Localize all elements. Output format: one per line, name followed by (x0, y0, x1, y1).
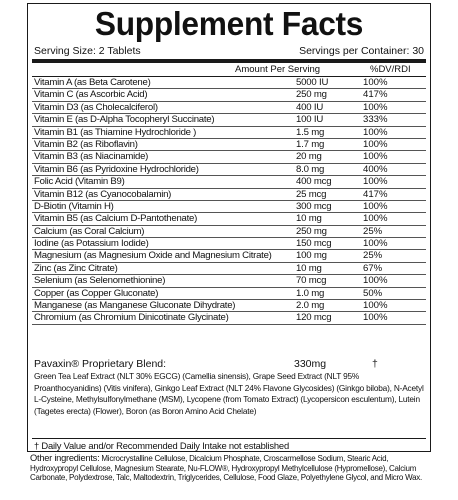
nutrient-row (32, 114, 426, 126)
nutrient-dv: 100% (363, 77, 388, 88)
nutrient-dv: 25% (363, 250, 383, 262)
nutrient-amount: 70 mcg (296, 275, 327, 287)
nutrient-name: Vitamin B12 (as Cyanocobalamin) (34, 188, 172, 200)
nutrient-row (32, 226, 426, 238)
nutrient-row (32, 300, 426, 312)
nutrient-amount: 300 mcg (296, 200, 332, 212)
nutrient-amount: 100 IU (296, 114, 324, 126)
daily-value-note: † Daily Value and/or Recommended Daily Intake not established (34, 440, 289, 451)
blend-name: Pavaxin® Proprietary Blend: (34, 358, 167, 370)
nutrient-dv: 400% (363, 163, 388, 175)
nutrient-name: Chromium (as Chromium Dinicotinate Glycinate) (34, 312, 229, 324)
nutrient-dv: 25% (363, 225, 383, 237)
nutrient-dv: 100% (363, 101, 388, 113)
nutrient-name: Copper (as Copper Gluconate) (34, 287, 159, 299)
nutrient-amount: 120 mcg (296, 312, 332, 324)
nutrient-row (32, 312, 426, 324)
nutrient-name: Manganese (as Manganese Gluconate Dihydrate) (34, 300, 236, 312)
other-ingredients (30, 454, 430, 483)
nutrient-name: Iodine (as Potassium Iodide) (34, 238, 149, 250)
nutrient-table (32, 77, 426, 325)
nutrient-row (32, 250, 426, 262)
nutrient-amount: 250 mg (296, 225, 327, 237)
nutrient-name: Vitamin D3 (as Cholecalciferol) (34, 101, 158, 113)
amount-header: Amount Per Serving (235, 64, 321, 75)
blend-ingredients: Green Tea Leaf Extract (NLT 30% EGCG) (Camellia sinensis), Grape Seed Extract (NLT 95% Proanthocyanidins) (Vitis vinifera), Ginkgo Leaf Extract (NLT 24% Flavone Glycosides) (Ginkgo biloba), N-Acetyl L-Cysteine, Methylsulfonylmethane (MSM), Lycopene (from Tomato Extract) (Lycopersicon esculentum), Lutein (Tagetes erecta) (Flower), Boron (as Boron Amino Acid Chelate) (34, 371, 424, 417)
nutrient-dv: 100% (363, 275, 388, 287)
nutrient-row (32, 201, 426, 213)
nutrient-dv: 100% (363, 176, 388, 188)
nutrient-dv: 100% (363, 213, 388, 225)
dv-header: %DV/RDI (370, 64, 411, 75)
nutrient-amount: 20 mg (296, 151, 322, 163)
nutrient-name: Folic Acid (Vitamin B9) (34, 176, 125, 188)
nutrient-amount: 2.0 mg (296, 300, 325, 312)
nutrient-row (32, 151, 426, 163)
nutrient-row (32, 164, 426, 176)
nutrient-dv: 100% (363, 126, 388, 138)
nutrient-amount: 5000 IU (296, 77, 329, 88)
nutrient-name: Vitamin B5 (as Calcium D-Pantothenate) (34, 213, 198, 225)
nutrient-row (32, 102, 426, 114)
nutrient-amount: 400 IU (296, 101, 324, 113)
other-ingredients-text: Microcrystalline Cellulose, Dicalcium Phosphate, Croscarmellose Sodium, Stearic Acid, Hydroxypropyl Cellulose, Magnesium Stearate, Nu-FLOW®, Hydroxypropyl Methylcellulose (Hypromellose), Calcium Carbonate, Polydextrose, Talc, Maltodextrin, Triglycerides, Cellulose, Food Glaze, Polyethylene Glycol, and Micro Wax. (30, 454, 423, 482)
nutrient-name: Vitamin E (as D-Alpha Tocopheryl Succinate) (34, 114, 215, 126)
thick-divider (32, 59, 426, 63)
serving-size: Serving Size: 2 Tablets (34, 45, 141, 57)
nutrient-row (32, 176, 426, 188)
nutrient-name: Vitamin B2 (as Riboflavin) (34, 138, 138, 150)
nutrient-row (32, 213, 426, 225)
nutrient-name: Zinc (as Zinc Citrate) (34, 262, 118, 274)
blend-dv: † (372, 358, 378, 370)
nutrient-row (32, 89, 426, 101)
nutrient-row (32, 275, 426, 287)
nutrient-amount: 10 mg (296, 262, 322, 274)
nutrient-dv: 333% (363, 114, 388, 126)
proprietary-blend-row (32, 357, 426, 371)
supplement-facts-panel (27, 3, 431, 452)
nutrient-dv: 417% (363, 89, 388, 101)
nutrient-amount: 10 mg (296, 213, 322, 225)
nutrient-dv: 100% (363, 138, 388, 150)
nutrient-name: Magnesium (as Magnesium Oxide and Magnesium Citrate) (34, 250, 272, 262)
nutrient-dv: 50% (363, 287, 383, 299)
nutrient-dv: 67% (363, 262, 383, 274)
nutrient-dv: 100% (363, 312, 388, 324)
nutrient-row (32, 127, 426, 139)
nutrient-name: Vitamin B1 (as Thiamine Hydrochloride ) (34, 126, 197, 138)
nutrient-amount: 150 mcg (296, 238, 332, 250)
nutrient-name: Selenium (as Selenomethionine) (34, 275, 166, 287)
nutrient-amount: 250 mg (296, 89, 327, 101)
nutrient-amount: 1.7 mg (296, 138, 325, 150)
nutrient-name: D-Biotin (Vitamin H) (34, 200, 114, 212)
blend-amount: 330mg (294, 358, 327, 370)
nutrient-name: Vitamin B6 (as Pyridoxine Hydrochloride) (34, 163, 199, 175)
nutrient-row (32, 288, 426, 300)
other-ingredients-label: Other ingredients: (30, 453, 100, 463)
nutrient-row (32, 77, 426, 89)
nutrient-name: Vitamin A (as Beta Carotene) (34, 77, 151, 88)
nutrient-row (32, 139, 426, 151)
nutrient-dv: 100% (363, 238, 388, 250)
nutrient-amount: 400 mcg (296, 176, 332, 188)
nutrient-amount: 8.0 mg (296, 163, 325, 175)
nutrient-row (32, 189, 426, 201)
nutrient-amount: 25 mcg (296, 188, 327, 200)
nutrient-dv: 100% (363, 151, 388, 163)
nutrient-row (32, 263, 426, 275)
nutrient-name: Calcium (as Coral Calcium) (34, 225, 145, 237)
nutrient-dv: 100% (363, 200, 388, 212)
nutrient-amount: 1.0 mg (296, 287, 325, 299)
nutrient-name: Vitamin B3 (as Niacinamide) (34, 151, 149, 163)
servings-per-container: Servings per Container: 30 (299, 45, 424, 57)
nutrient-dv: 417% (363, 188, 388, 200)
nutrient-amount: 100 mg (296, 250, 327, 262)
nutrient-row (32, 238, 426, 250)
panel-title: Supplement Facts (94, 5, 364, 42)
nutrient-amount: 1.5 mg (296, 126, 325, 138)
nutrient-dv: 100% (363, 300, 388, 312)
nutrient-name: Vitamin C (as Ascorbic Acid) (34, 89, 148, 101)
serving-info (34, 45, 424, 58)
